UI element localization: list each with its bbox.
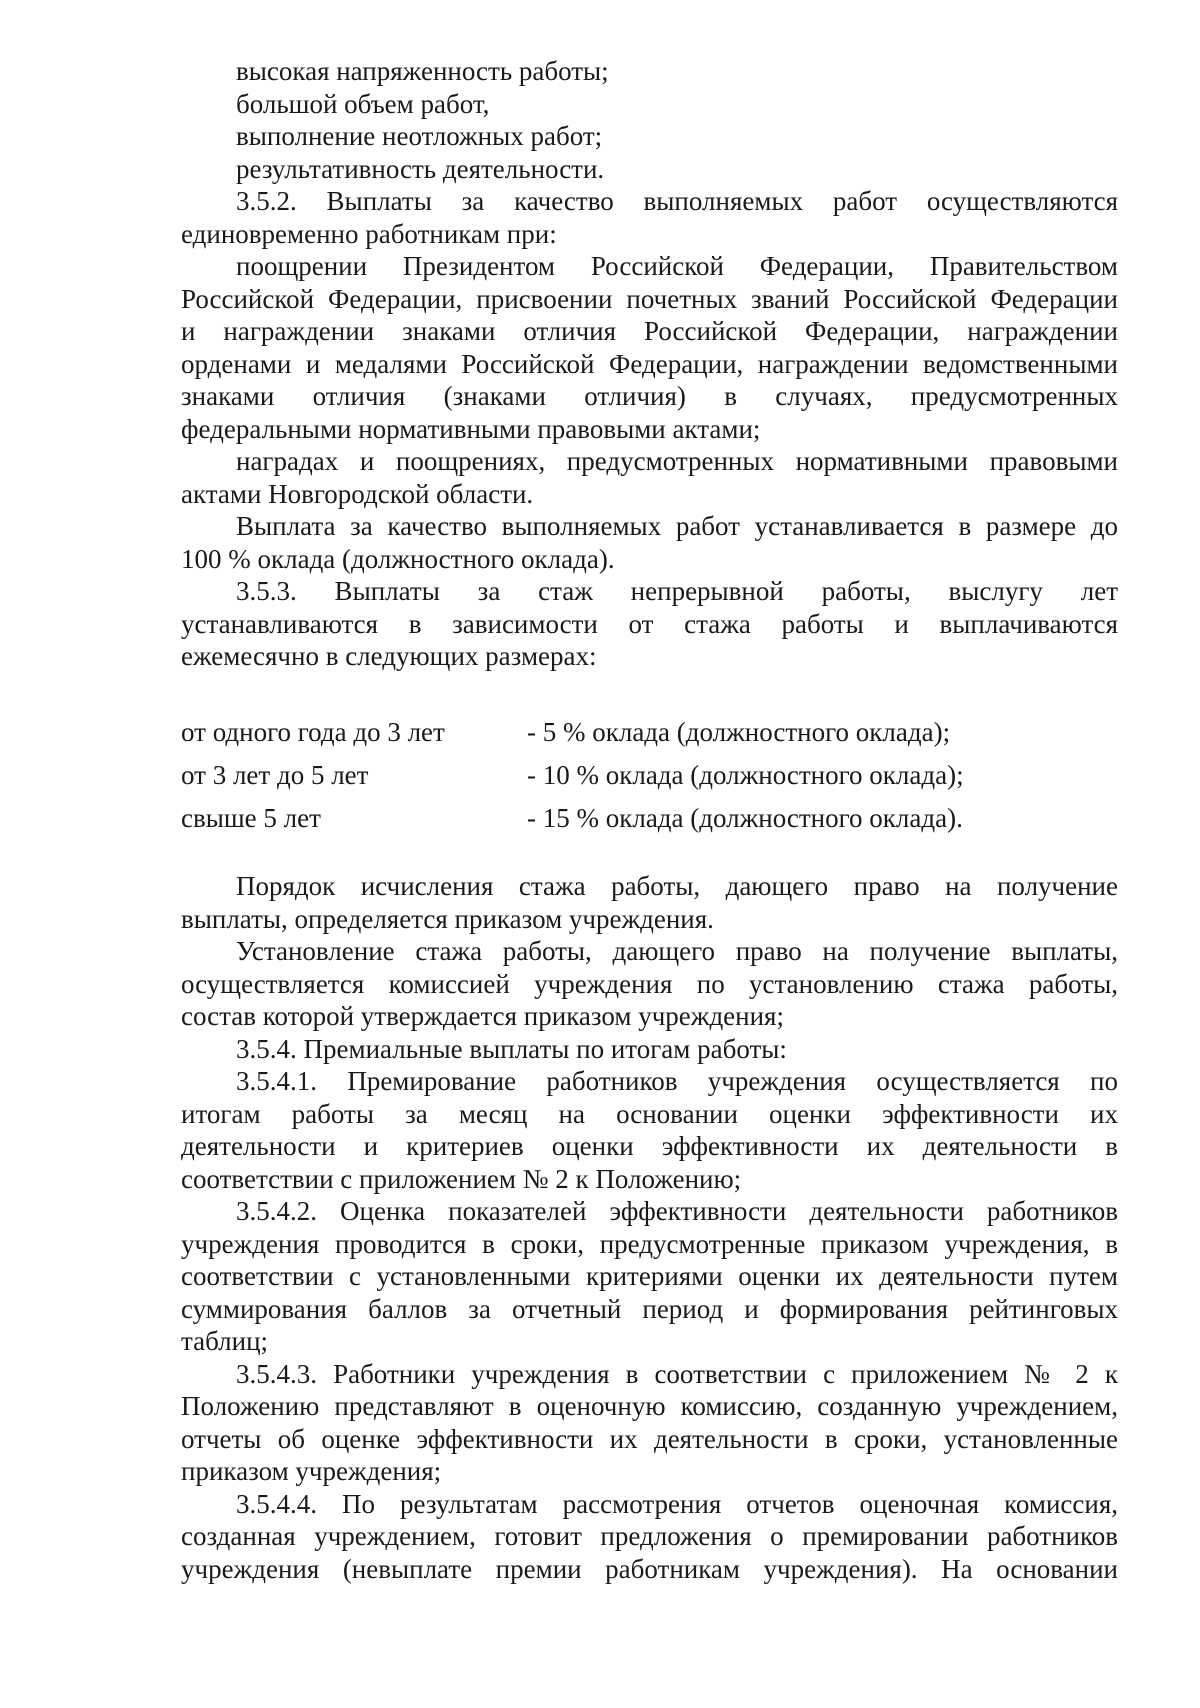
text-line: результативность деятельности.: [236, 153, 605, 184]
seniority-term: свыше 5 лет: [181, 803, 321, 833]
text-line: 3.5.4.4. По результатам рассмотрения отчетов оценочная комиссия,: [236, 1488, 1118, 1519]
seniority-term: от 3 лет до 5 лет: [181, 760, 369, 790]
text-line: итогам работы за месяц на основании оценки эффективности их: [181, 1098, 1118, 1129]
text-line: большой объем работ,: [236, 88, 490, 119]
text-line: отчеты об оценке эффективности их деятельности в сроки, установленные: [181, 1423, 1118, 1454]
text-line: устанавливаются в зависимости от стажа работы и выплачиваются: [181, 608, 1118, 639]
text-line: ежемесячно в следующих размерах:: [181, 641, 597, 671]
text-line: наградах и поощрениях, предусмотренных нормативными правовыми: [236, 446, 1118, 476]
text-line: соответствии с приложением № 2 к Положению;: [181, 1163, 742, 1194]
text-line: приказом учреждения;: [181, 1456, 442, 1486]
table-row: [181, 797, 1118, 840]
text-line: выполнение неотложных работ;: [236, 121, 603, 151]
text-line: Положению представляют в оценочную комиссию, созданную учреждением,: [181, 1391, 1118, 1421]
text-line: созданная учреждением, готовит предложения о премировании работников: [181, 1521, 1118, 1551]
text-line: высокая напряженность работы;: [236, 56, 609, 86]
text-line: 3.5.4. Премиальные выплаты по итогам работы:: [236, 1033, 787, 1064]
document-text-block-bottom: [181, 870, 1118, 1585]
text-line: соответствии с установленными критериями оценки их деятельности путем: [181, 1261, 1118, 1291]
text-line: 3.5.4.3. Работники учреждения в соответствии с приложением № 2 к: [236, 1358, 1118, 1389]
table-row: [181, 711, 1118, 754]
text-line: единовременно работникам при:: [181, 218, 557, 249]
payment-rate: - 5 % оклада (должностного оклада);: [527, 717, 951, 747]
table-row: [181, 754, 1118, 797]
text-line: состав которой утверждается приказом учреждения;: [181, 1001, 784, 1031]
text-line: Выплата за качество выполняемых работ устанавливается в размере до: [236, 511, 1118, 541]
seniority-term: от одного года до 3 лет: [181, 717, 445, 747]
text-line: Порядок исчисления стажа работы, дающего право на получение: [236, 871, 1118, 901]
text-line: федеральными нормативными правовыми актами;: [181, 413, 761, 444]
text-line: 3.5.4.2. Оценка показателей эффективности деятельности работников: [236, 1196, 1118, 1226]
document-text-block-top: [181, 55, 1118, 673]
text-line: поощрении Президентом Российской Федерации, Правительством: [236, 251, 1118, 281]
text-line: таблиц;: [181, 1326, 269, 1356]
text-line: 100 % оклада (должностного оклада).: [181, 543, 615, 574]
text-line: деятельности и критериев оценки эффективности их деятельности в: [181, 1131, 1118, 1161]
text-line: и награждении знаками отличия Российской Федерации, награждении: [181, 316, 1118, 346]
payment-rate: - 15 % оклада (должностного оклада).: [527, 803, 963, 833]
text-line: выплаты, определяется приказом учреждения.: [181, 903, 714, 934]
payment-rate: - 10 % оклада (должностного оклада);: [527, 760, 964, 790]
text-line: осуществляется комиссией учреждения по установлению стажа работы,: [181, 968, 1118, 999]
text-line: знаками отличия (знаками отличия) в случаях, предусмотренных: [181, 381, 1118, 411]
text-line: суммирования баллов за отчетный период и формирования рейтинговых: [181, 1293, 1118, 1324]
text-line: 3.5.4.1. Премирование работников учреждения осуществляется по: [236, 1066, 1118, 1096]
text-line: Российской Федерации, присвоении почетных званий Российской Федерации: [181, 283, 1118, 314]
text-line: орденами и медалями Российской Федерации, награждении ведомственными: [181, 348, 1118, 379]
seniority-payment-table: [181, 711, 1118, 840]
text-line: учреждения проводится в сроки, предусмотренные приказом учреждения, в: [181, 1228, 1118, 1259]
text-line: 3.5.2. Выплаты за качество выполняемых работ осуществляются: [236, 186, 1118, 216]
text-line: Установление стажа работы, дающего право на получение выплаты,: [236, 936, 1118, 966]
text-line: учреждения (невыплате премии работникам учреждения). На основании: [181, 1553, 1118, 1584]
text-line: 3.5.3. Выплаты за стаж непрерывной работы, выслугу лет: [236, 576, 1118, 606]
text-line: актами Новгородской области.: [181, 478, 534, 509]
